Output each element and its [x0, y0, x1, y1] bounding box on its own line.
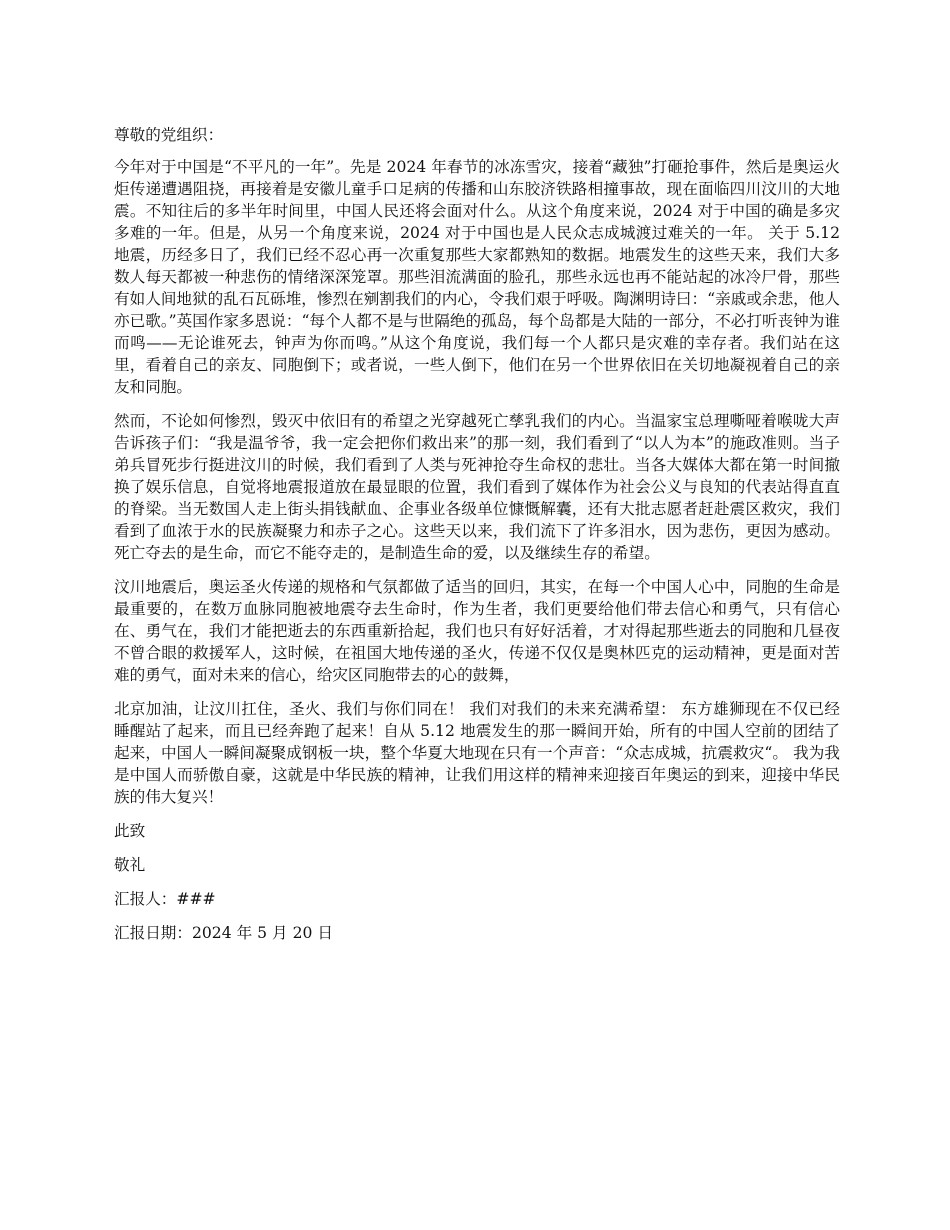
closing-jingli: 敬礼 [114, 856, 146, 874]
document-body [114, 124, 840, 956]
closing-cizhi: 此致 [114, 822, 146, 840]
paragraph-4: 北京加油，让汶川扛住，圣火、我们与你们同在！ 我们对我们的未来充满希望： 东方雄狮现在不仅已经睡醒站了起来，而且已经奔跑了起来！自从 5.12 地震发生的那一瞬间开始，所有的中国人空前的团结了起来，中国人一瞬间凝聚成钢板一块，整个华夏大地现在只有一个声音：“众志成城，抗震救灾“。 我为我是中国人而骄傲自豪，这就是中华民族的精神，让我们用这样的精神来迎接百年奥运的到来，迎接中华民族的伟大复兴！ [114, 700, 840, 806]
paragraph-3: 汶川地震后，奥运圣火传递的规格和气氛都做了适当的回归，其实，在每一个中国人心中，同胞的生命是最重要的，在数万血脉同胞被地震夺去生命时，作为生者，我们更要给他们带去信心和勇气，只有信心在、勇气在，我们才能把逝去的东西重新拾起，我们也只有好好活着，才对得起那些逝去的同胞和几昼夜不曾合眼的救援军人，这时候，在祖国大地传递的圣火，传递不仅仅是奥林匹克的运动精神，更是面对苦难的勇气，面对未来的信心，给灾区同胞带去的心的鼓舞， [114, 578, 840, 684]
salutation: 尊敬的党组织： [114, 126, 224, 144]
reporter-line: 汇报人：### [114, 890, 216, 908]
report-date-line: 汇报日期：2024 年 5 月 20 日 [114, 924, 333, 942]
paragraph-1: 今年对于中国是“不平凡的一年”。先是 2024 年春节的冰冻雪灾，接着“藏独”打砸抢事件，然后是奥运火炬传递遭遇阻挠，再接着是安徽儿童手口足病的传播和山东胶济铁路相撞事故，现在面临四川汶川的大地震。不知往后的多半年时间里，中国人民还将会面对什么。从这个角度来说，2024 对于中国的确是多灾多难的一年。但是，从另一个角度来说，2024 对于中国也是人民众志成城渡过难关的一年。 关于 5.12 地震，历经多日了，我们已经不忍心再一次重复那些大家都熟知的数据。地震发生的这些天来，我们大多数人每天都被一种悲伤的情绪深深笼罩。那些泪流满面的脸孔，那些永远也再不能站起的冰冷尸骨，那些有如人间地狱的乱石瓦砾堆，惨烈在剜割我们的内心，令我们艰于呼吸。陶渊明诗曰：“亲戚或余悲，他人亦已歌。”英国作家多恩说：“每个人都不是与世隔绝的孤岛，每个岛都是大陆的一部分，不必打听丧钟为谁而鸣——无论谁死去，钟声为你而鸣。”从这个角度说，我们每一个人都只是灾难的幸存者。我们站在这里，看着自己的亲友、同胞倒下；或者说，一些人倒下，他们在另一个世界依旧在关切地凝视着自己的亲友和同胞。 [114, 158, 840, 396]
paragraph-2: 然而，不论如何惨烈，毁灭中依旧有的希望之光穿越死亡孳乳我们的内心。当温家宝总理嘶哑着喉咙大声告诉孩子们：“我是温爷爷，我一定会把你们救出来”的那一刻，我们看到了“以人为本”的施政准则。当子弟兵冒死步行挺进汶川的时候，我们看到了人类与死神抢夺生命权的悲壮。当各大媒体大都在第一时间撤换了娱乐信息，自觉将地震报道放在最显眼的位置，我们看到了媒体作为社会公义与良知的代表站得直直的脊梁。当无数国人走上街头捐钱献血、企事业各级单位慷慨解囊，还有大批志愿者赶赴震区救灾，我们看到了血浓于水的民族凝聚力和赤子之心。这些天以来，我们流下了许多泪水，因为悲伤，更因为感动。死亡夺去的是生命，而它不能夺走的，是制造生命的爱，以及继续生存的希望。 [114, 412, 840, 562]
